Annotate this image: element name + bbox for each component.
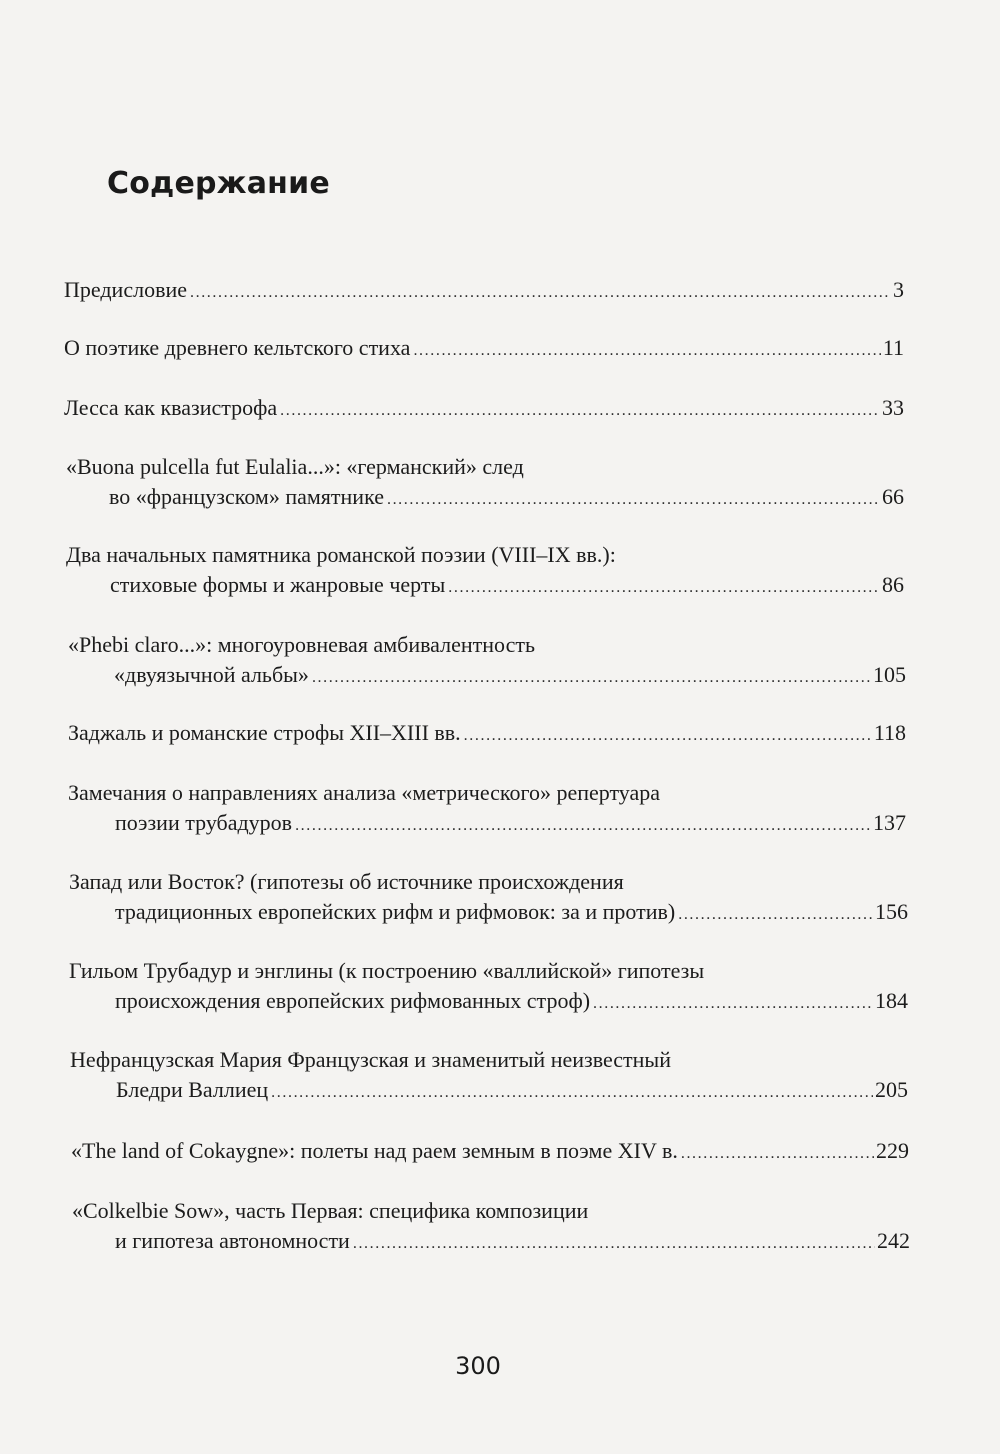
dot-leader [413, 336, 880, 366]
toc-entry [72, 1196, 910, 1256]
toc-entry-title-continued: традиционных европейских рифм и рифмовок: за и против) [115, 899, 676, 924]
toc-page-number: 205 [875, 1077, 908, 1102]
toc-entry-line [70, 1075, 908, 1105]
toc-entry-title: Заджаль и романские строфы XII–XIII вв. [68, 720, 461, 745]
dot-leader [593, 989, 873, 1019]
dot-leader [190, 278, 891, 308]
toc-entry-line [66, 482, 904, 512]
toc-entry-title-continued: во «французском» памятнике [109, 484, 384, 509]
toc-entry-title-continued: происхождения европейских рифмованных строф) [115, 988, 591, 1013]
toc-entry-line [68, 718, 906, 748]
toc-entry [68, 778, 906, 838]
toc-entry-line [69, 897, 908, 927]
toc-entry-title-continued: и гипотеза автономности [115, 1228, 350, 1253]
dot-leader [678, 900, 873, 930]
toc-entry [64, 333, 904, 363]
toc-entry-title: Нефранцузская Мария Французская и знаменитый неизвестный [70, 1047, 671, 1072]
toc-entry [66, 540, 904, 600]
toc-entry-line [69, 986, 908, 1016]
toc-entry [70, 1045, 908, 1105]
toc-entry-title: Два начальных памятника романской поэзии (VIII–IX вв.): [66, 542, 616, 567]
toc-page-number: 11 [882, 335, 904, 360]
toc-entry-line [68, 778, 906, 808]
toc-entry-line [69, 867, 908, 897]
dot-leader [295, 811, 871, 841]
dot-leader [280, 396, 880, 426]
toc-entry-title-continued: поэзии трубадуров [115, 810, 293, 835]
dot-leader [387, 485, 880, 515]
toc-entry-title: «Buona pulcella fut Eulalia...»: «германский» след [66, 454, 524, 479]
toc-page-number: 33 [882, 395, 904, 420]
toc-entry-title: Замечания о направлениях анализа «метрического» репертуара [68, 780, 661, 805]
toc-entry-title: Гильом Трубадур и энглины (к построению «валлийской» гипотезы [69, 958, 705, 983]
toc-entry-line [66, 452, 904, 482]
toc-entry-title: Запад или Восток? (гипотезы об источнике происхождения [69, 869, 624, 894]
dot-leader [271, 1078, 873, 1108]
toc-entry-title: «Colkelbie Sow», часть Первая: специфика композиции [72, 1198, 589, 1223]
toc-entry-title-continued: «двуязычной альбы» [114, 662, 309, 687]
toc-entry [71, 1136, 909, 1166]
toc-entry-line [64, 275, 904, 305]
toc-page-number: 86 [882, 572, 904, 597]
toc-page-number: 137 [873, 810, 906, 835]
toc-entry-line [66, 540, 904, 570]
toc-entry-line [69, 956, 908, 986]
toc-page-number: 118 [873, 720, 906, 745]
page-number: 300 [455, 1352, 501, 1380]
dot-leader [353, 1229, 875, 1259]
toc-page-number: 156 [875, 899, 908, 924]
toc-entry [69, 956, 908, 1016]
toc-entry-line [72, 1196, 910, 1226]
toc-entry-line [70, 1045, 908, 1075]
toc-page-number: 242 [877, 1228, 910, 1253]
toc-entry-title: «The land of Cokaygne»: полеты над раем земным в поэме XIV в. [71, 1138, 678, 1163]
toc-entry-line [64, 333, 904, 363]
toc-entry-line [71, 1136, 909, 1166]
toc-entry [68, 630, 906, 690]
toc-entry [69, 867, 908, 927]
toc-entry-line [66, 570, 904, 600]
toc-entry-title-continued: Бледри Валлиец [116, 1077, 269, 1102]
dot-leader [448, 573, 880, 603]
toc-entry-line [68, 808, 906, 838]
toc-entry [66, 452, 904, 512]
toc-entry [64, 393, 904, 423]
toc-entry [64, 275, 904, 305]
toc-page-number: 229 [876, 1138, 909, 1163]
dot-leader [681, 1139, 874, 1169]
dot-leader [312, 663, 871, 693]
toc-entry-line [72, 1226, 910, 1256]
toc-page-number: 3 [893, 277, 904, 302]
toc-entry-title-continued: стиховые формы и жанровые черты [110, 572, 446, 597]
toc-page-number: 105 [873, 662, 906, 687]
toc-entry-line [68, 660, 906, 690]
toc-page-number: 66 [882, 484, 904, 509]
toc-entry-title: О поэтике древнего кельтского стиха [64, 335, 411, 360]
toc-entry-title: Лесса как квазистрофа [64, 395, 278, 420]
page-title: Содержание [107, 166, 330, 201]
toc-entry-title: Предисловие [64, 277, 187, 302]
toc-entry-title: «Phebi claro...»: многоуровневая амбивалентность [68, 632, 536, 657]
toc-entry-line [68, 630, 906, 660]
toc-entry-line [64, 393, 904, 423]
toc-page-number: 184 [875, 988, 908, 1013]
dot-leader [464, 721, 872, 751]
toc-entry [68, 718, 906, 748]
